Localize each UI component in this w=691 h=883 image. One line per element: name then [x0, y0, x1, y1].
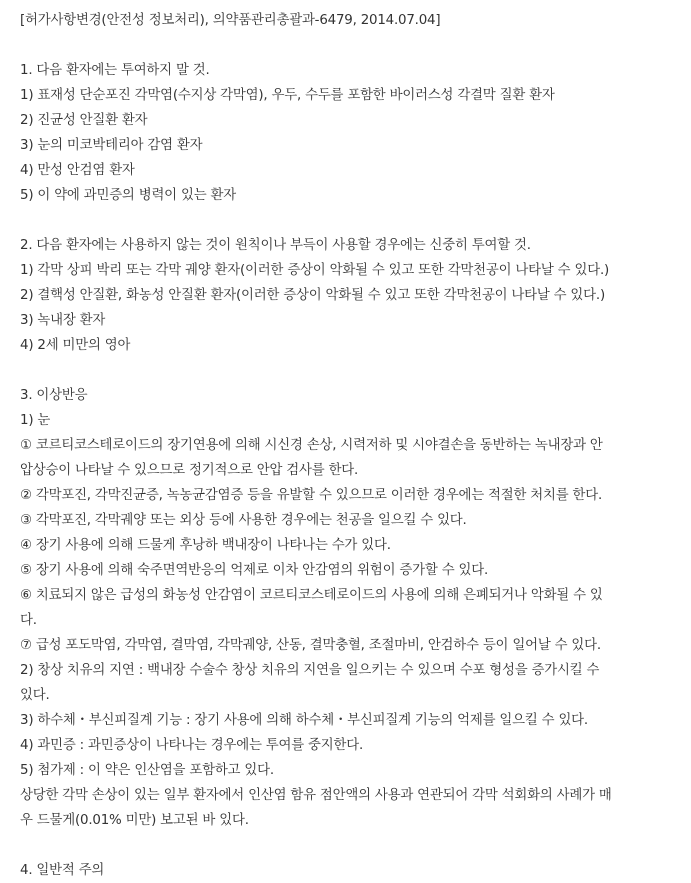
section-1-item: 2) 진균성 안질환 환자 [20, 113, 148, 128]
section-3-line: 1) 눈 [20, 413, 51, 428]
section-3-line: ③ 각막포진, 각막궤양 또는 외상 등에 사용한 경우에는 천공을 일으킬 수 있다. [20, 513, 467, 528]
section-4-title: 4. 일반적 주의 [20, 863, 105, 878]
section-3-line: 압상승이 나타날 수 있으므로 정기적으로 안압 검사를 한다. [20, 463, 359, 478]
section-1-item: 4) 만성 안검염 환자 [20, 163, 135, 178]
section-2-item: 4) 2세 미만의 영아 [20, 338, 131, 353]
spacer [20, 358, 684, 383]
section-3-line: 2) 창상 치유의 지연 : 백내장 수술수 창상 치유의 지연을 일으키는 수 있으며 수포 형성을 증가시킬 수 [20, 663, 600, 678]
section-3-line: ② 각막포진, 각막진균증, 녹농균감염증 등을 유발할 수 있으므로 이러한 경우에는 적절한 처치를 한다. [20, 488, 603, 503]
section-3-line: 있다. [20, 688, 50, 703]
section-1-item: 5) 이 약에 과민증의 병력이 있는 환자 [20, 188, 236, 203]
section-1-item: 3) 눈의 미코박테리아 감염 환자 [20, 138, 203, 153]
section-3-line: ① 코르티코스테로이드의 장기연용에 의해 시신경 손상, 시력저하 및 시야결손을 동반하는 녹내장과 안 [20, 438, 603, 453]
section-3-line: 5) 첨가제 : 이 약은 인산염을 포함하고 있다. [20, 763, 274, 778]
section-2-item: 3) 녹내장 환자 [20, 313, 106, 328]
section-3-line: 4) 과민증 : 과민증상이 나타나는 경우에는 투여를 중지한다. [20, 738, 364, 753]
section-1-item: 1) 표재성 단순포진 각막염(수지상 각막염), 우두, 수두를 포함한 바이러스성 각결막 질환 환자 [20, 88, 555, 103]
section-3-line: ⑤ 장기 사용에 의해 숙주면역반응의 억제로 이차 안감염의 위험이 증가할 수 있다. [20, 563, 489, 578]
spacer [20, 833, 684, 858]
section-3-line: 다. [20, 613, 37, 628]
document-body [20, 8, 684, 883]
section-3-title: 3. 이상반응 [20, 388, 88, 403]
section-2-item: 1) 각막 상피 박리 또는 각막 궤양 환자(이러한 증상이 악화될 수 있고 또한 각막천공이 나타날 수 있다.) [20, 263, 610, 278]
section-3-line: 우 드물게(0.01% 미만) 보고된 바 있다. [20, 813, 249, 828]
section-2-title: 2. 다음 환자에는 사용하지 않는 것이 원칙이나 부득이 사용할 경우에는 신중히 투여할 것. [20, 238, 531, 253]
section-3-line: ⑦ 급성 포도막염, 각막염, 결막염, 각막궤양, 산동, 결막충혈, 조절마비, 안검하수 등이 일어날 수 있다. [20, 638, 601, 653]
section-3-line: 3) 하수체・부신피질계 기능 : 장기 사용에 의해 하수체・부신피질계 기능의 억제를 일으킬 수 있다. [20, 713, 588, 728]
spacer [20, 33, 684, 58]
spacer [20, 208, 684, 233]
document-header: [허가사항변경(안전성 정보처리), 의약품관리총괄과-6479, 2014.07.04] [20, 13, 441, 28]
section-3-line: ④ 장기 사용에 의해 드물게 후낭하 백내장이 나타나는 수가 있다. [20, 538, 391, 553]
section-2-item: 2) 결핵성 안질환, 화농성 안질환 환자(이러한 증상이 악화될 수 있고 또한 각막천공이 나타날 수 있다.) [20, 288, 605, 303]
section-3-line: 상당한 각막 손상이 있는 일부 환자에서 인산염 함유 점안액의 사용과 연관되어 각막 석회화의 사례가 매 [20, 788, 612, 803]
section-1-title: 1. 다음 환자에는 투여하지 말 것. [20, 63, 210, 78]
section-3-line: ⑥ 치료되지 않은 급성의 화농성 안감염이 코르티코스테로이드의 사용에 의해 은폐되거나 악화될 수 있 [20, 588, 603, 603]
